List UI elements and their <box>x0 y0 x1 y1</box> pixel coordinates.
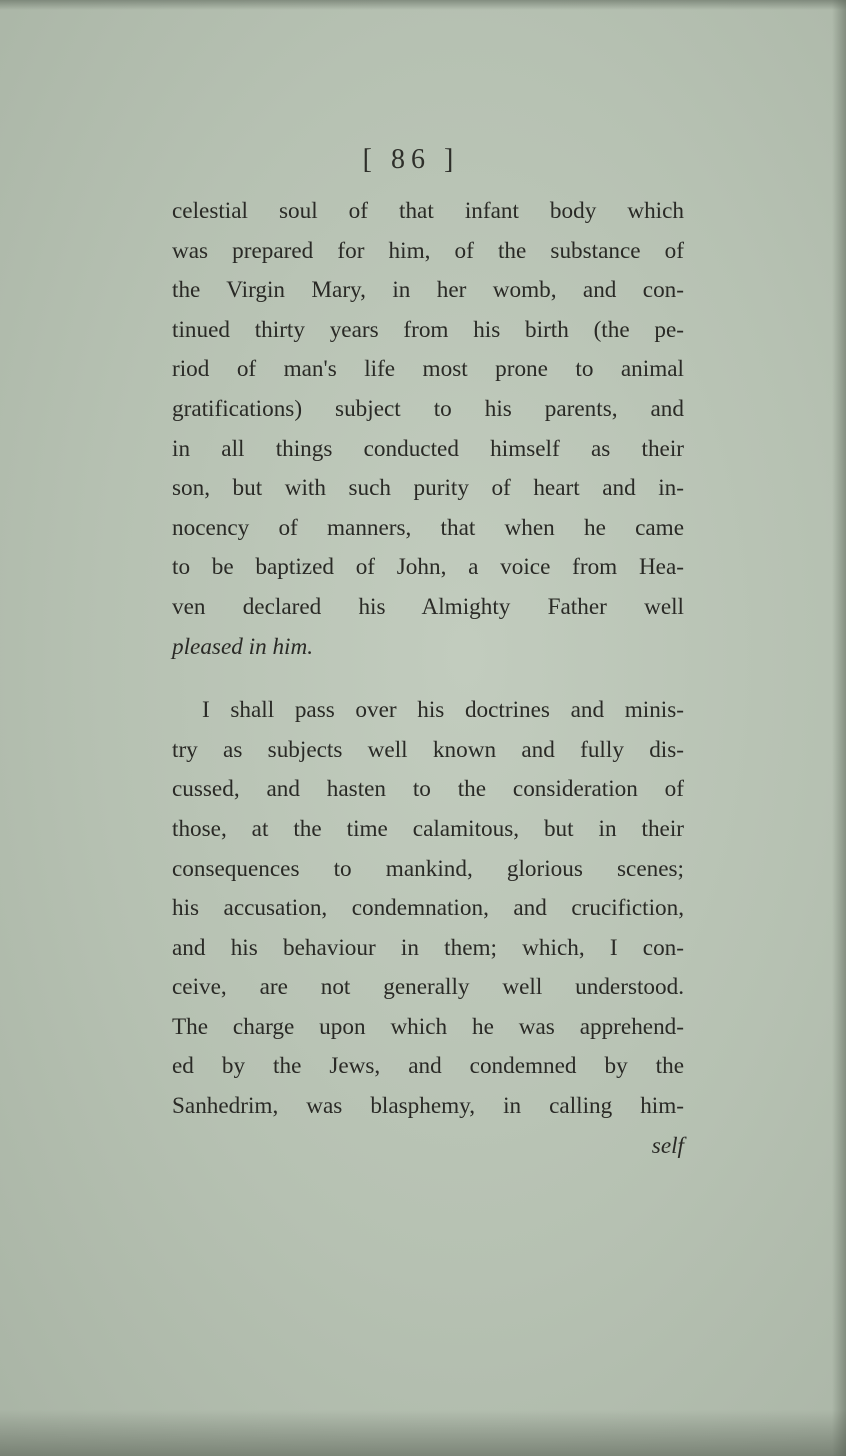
text-line: The charge upon which he was apprehend- <box>172 1013 684 1040</box>
text-line: his accusation, condemnation, and crucifiction, <box>172 895 684 922</box>
text-line: riod of man's life most prone to animal <box>172 356 684 383</box>
text-line: son, but with such purity of heart and in- <box>172 475 684 502</box>
text-line: Sanhedrim, was blasphemy, in calling him- <box>172 1093 684 1120</box>
text-line: was prepared for him, of the substance of <box>172 237 684 264</box>
text-line: ed by the Jews, and condemned by the <box>172 1053 684 1080</box>
text-line: ceive, are not generally well understood. <box>172 974 684 1001</box>
text-line: I shall pass over his doctrines and minis- <box>202 697 684 724</box>
text-line: ven declared his Almighty Father well <box>172 593 684 620</box>
text-line: consequences to mankind, glorious scenes; <box>172 855 684 882</box>
text-line: try as subjects well known and fully dis- <box>172 736 684 763</box>
text-line: the Virgin Mary, in her womb, and con- <box>172 277 684 304</box>
page-bottom-edge <box>0 1410 846 1456</box>
text-line: gratifications) subject to his parents, and <box>172 395 684 422</box>
page-right-edge <box>832 0 846 1456</box>
text-line: in all things conducted himself as their <box>172 435 684 462</box>
text-line: cussed, and hasten to the consideration of <box>172 776 684 803</box>
text-line: tinued thirty years from his birth (the pe- <box>172 316 684 343</box>
italic-text: self <box>651 1132 684 1159</box>
text-line: and his behaviour in them; which, I con- <box>172 934 684 961</box>
page-top-edge <box>0 0 846 10</box>
text-line <box>172 628 684 668</box>
text-line: nocency of manners, that when he came <box>172 514 684 541</box>
text-line: celestial soul of that infant body which <box>172 198 684 224</box>
paragraph-gap <box>172 667 684 691</box>
page-number: [ 86 ] <box>362 144 460 175</box>
italic-text: pleased in him. <box>172 633 314 660</box>
text-line: to be baptized of John, a voice from Hea- <box>172 554 684 581</box>
body-text <box>172 192 684 1166</box>
text-line: those, at the time calamitous, but in their <box>172 815 684 842</box>
catchword <box>172 1127 684 1167</box>
